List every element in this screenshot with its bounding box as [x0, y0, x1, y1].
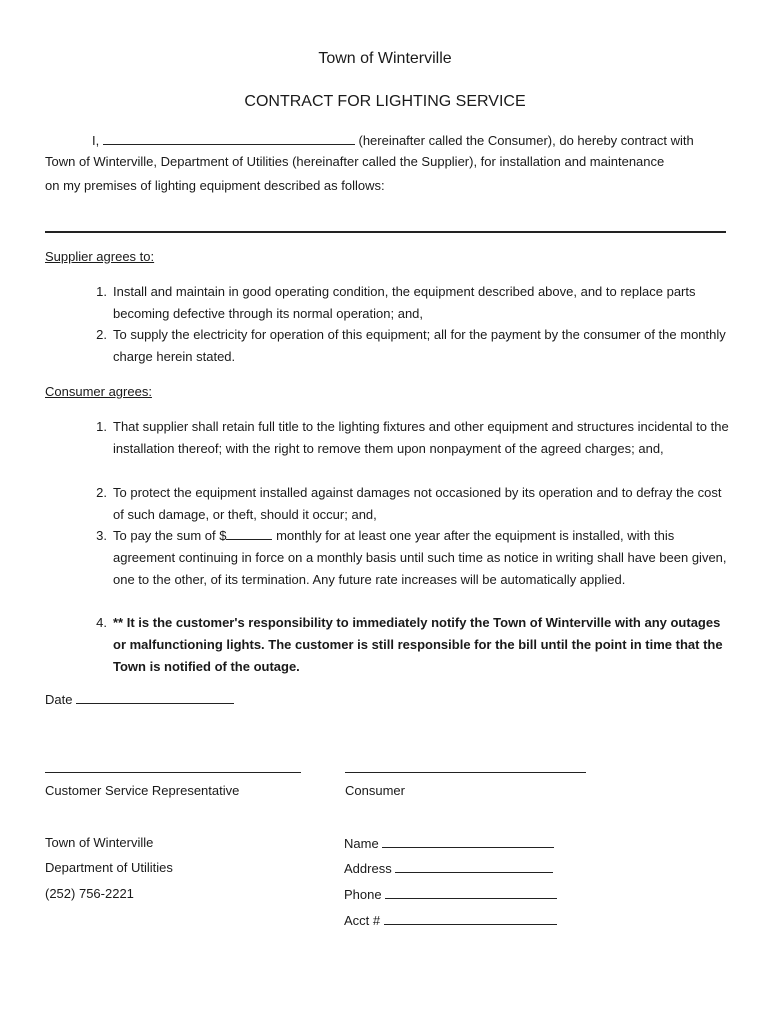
list-number: 1. — [96, 419, 107, 434]
consumer-heading: Consumer agrees: — [45, 384, 152, 399]
list-text: To supply the electricity for operation of this equipment; all for the payment by the consumer of the monthly charge herein stated. — [113, 327, 726, 364]
phone-label: Phone — [344, 887, 382, 902]
intro-line2: Town of Winterville, Department of Utilities (hereinafter called the Supplier), for installation and maintenance — [45, 154, 665, 169]
supplier-item-2 — [96, 324, 733, 368]
equipment-description-line[interactable] — [45, 231, 726, 233]
date-label: Date — [45, 692, 73, 707]
intro-line3: on my premises of lighting equipment described as follows: — [45, 178, 385, 193]
intro-rest: (hereinafter called the Consumer), do hereby contract with — [358, 133, 694, 148]
date-blank[interactable] — [76, 691, 234, 704]
name-label: Name — [344, 836, 379, 851]
rep-signature-line[interactable] — [45, 772, 301, 773]
name-field[interactable] — [382, 835, 554, 848]
address-label: Address — [344, 861, 392, 876]
consumer-name-blank[interactable] — [103, 132, 355, 145]
consumer-item-4 — [96, 612, 733, 678]
consumer-signature-line[interactable] — [345, 772, 586, 773]
list-number: 2. — [96, 485, 107, 500]
phone-field-row — [344, 886, 557, 902]
list-text-before: To pay the sum of $ — [113, 528, 227, 543]
date-row — [45, 691, 234, 707]
address-field[interactable] — [395, 860, 553, 873]
monthly-amount-blank[interactable] — [226, 527, 272, 540]
supplier-phone: (252) 756-2221 — [45, 886, 134, 901]
list-number: 3. — [96, 528, 107, 543]
name-field-row — [344, 835, 554, 851]
list-text: To protect the equipment installed against damages not occasioned by its operation and to defray the cost of such damage, or theft, should it occur; and, — [113, 485, 722, 522]
list-text: That supplier shall retain full title to the lighting fixtures and other equipment and structures incidental to the installation thereof; with the right to remove them upon nonpayment of the agreed charges; and, — [113, 419, 729, 456]
list-text: Install and maintain in good operating condition, the equipment described above, and to replace parts becoming defective through its normal operation; and, — [113, 284, 696, 321]
consumer-item-1 — [96, 416, 733, 460]
list-number: 1. — [96, 284, 107, 299]
intro-line1 — [92, 132, 694, 148]
consumer-signature-label: Consumer — [345, 783, 405, 798]
acct-field[interactable] — [384, 912, 557, 925]
address-field-row — [344, 860, 553, 876]
list-text: ** It is the customer's responsibility to immediately notify the Town of Winterville with any outages or malfunctioning lights. The customer is still responsible for the bill until the point in time that the Town is notified of the outage. — [113, 615, 723, 674]
contract-title: CONTRACT FOR LIGHTING SERVICE — [244, 93, 526, 110]
acct-field-row — [344, 912, 557, 928]
intro-prefix: I, — [92, 133, 100, 148]
list-number: 2. — [96, 327, 107, 342]
phone-field[interactable] — [385, 886, 557, 899]
rep-signature-label: Customer Service Representative — [45, 783, 240, 798]
supplier-town: Town of Winterville — [45, 835, 154, 850]
list-number: 4. — [96, 615, 107, 630]
supplier-department: Department of Utilities — [45, 860, 173, 875]
consumer-item-3 — [96, 525, 733, 591]
consumer-item-2 — [96, 482, 733, 526]
town-title: Town of Winterville — [318, 50, 452, 67]
supplier-heading: Supplier agrees to: — [45, 249, 155, 264]
list-text-after: monthly for at least one year after the equipment is installed, with this agreement continuing in force on a monthly basis until such time as notice in writing shall have been given, one to the other, of its termination. Any future rate increases will be automatically applied. — [113, 528, 727, 587]
supplier-item-1 — [96, 281, 733, 325]
acct-label: Acct # — [344, 913, 381, 928]
